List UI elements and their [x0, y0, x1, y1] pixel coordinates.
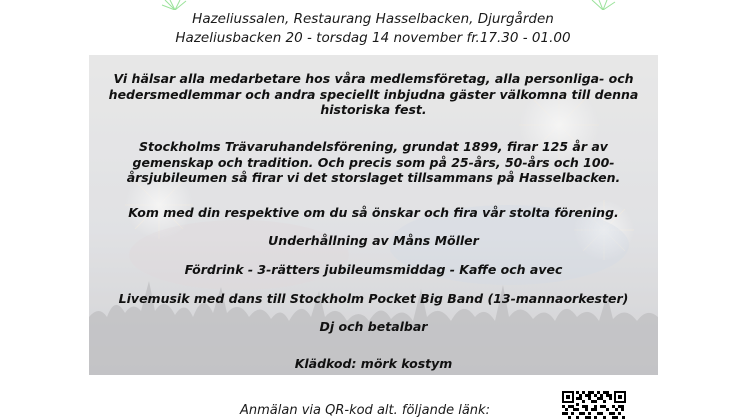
- dress-code-line: Klädkod: mörk kostym: [294, 356, 453, 371]
- live-music-line: Livemusik med dans till Stockholm Pocket Big Band (13-mannaorkester): [118, 291, 629, 306]
- entertainment-line: Underhållning av Måns Möller: [268, 233, 479, 248]
- venue-date-line: Hazeliusbacken 20 - torsdag 14 november fr.17.30 - 01.00: [175, 30, 571, 46]
- come-along-line: Kom med din respektive om du så önskar och fira vår stolta förening.: [128, 205, 619, 220]
- invitation-text: [89, 55, 658, 375]
- signup-text: Anmälan via QR-kod alt. följande länk:: [240, 403, 490, 418]
- menu-line: Fördrink - 3-rätters jubileumsmiddag - Kaffe och avec: [184, 262, 563, 277]
- dj-line: Dj och betalbar: [319, 319, 428, 334]
- venue-info: [0, 10, 746, 48]
- welcome-paragraph: Vi hälsar alla medarbetare hos våra medlemsföretag, alla personliga- och hedersmedlemmar och andra speciellt inbjudna gäster välkomna till denna historiska fest.: [108, 71, 639, 117]
- firework-icon: [160, 0, 190, 10]
- history-paragraph: Stockholms Trävaruhandelsförening, grundat 1899, firar 125 år av gemenskap och tradition. Och precis som på 25-års, 50-års och 100-årsjubileumen så firar vi det storslaget tillsammans på Hasselbacken.: [126, 139, 621, 185]
- firework-icon: [588, 0, 618, 10]
- invitation-panel: [89, 55, 658, 375]
- venue-address-line: Hazeliussalen, Restaurang Hasselbacken, Djurgården: [192, 11, 554, 27]
- qr-code-icon[interactable]: [561, 390, 627, 419]
